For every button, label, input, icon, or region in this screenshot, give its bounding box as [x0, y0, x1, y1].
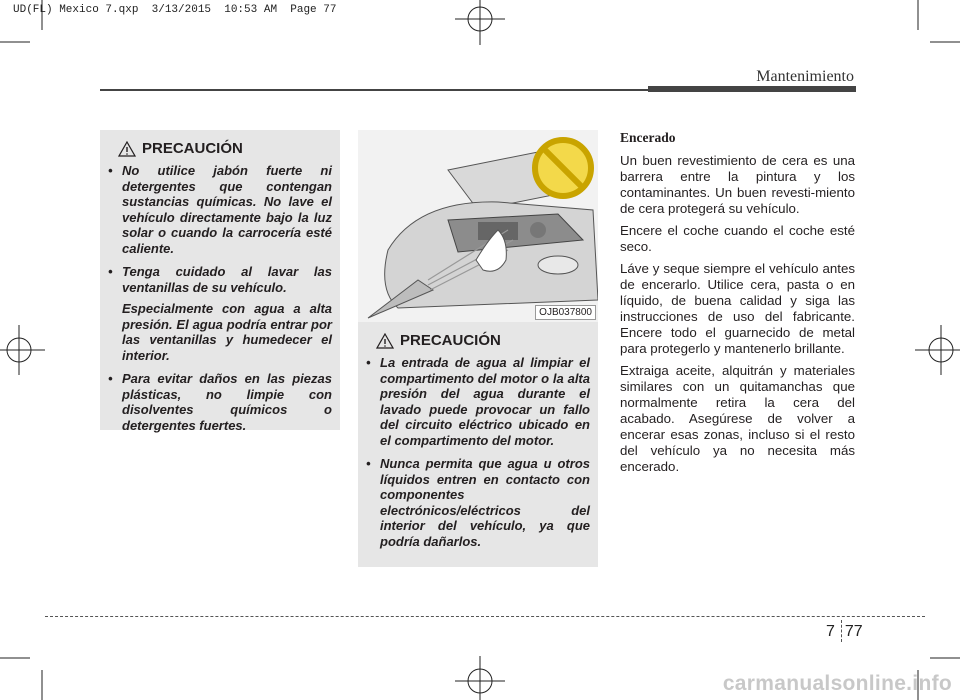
- list-item: • Nunca permita que agua u otros líquidos entren en contacto con componentes electrónicos/eléctricos del interior del vehículo, ya que podría dañarlos.: [366, 456, 590, 549]
- body-paragraph: Un buen revestimiento de cera es una barrera entre la pintura y los contaminantes. Un buen revesti-miento de cera protegerá su vehículo.: [620, 153, 855, 216]
- section-title: Mantenimiento: [756, 68, 854, 85]
- body-column: [620, 130, 855, 481]
- caution-panel-left: [100, 130, 340, 433]
- caution-list-right: [366, 355, 590, 549]
- page-number-value: 77: [844, 623, 863, 640]
- watermark: carmanualsonline.info: [722, 672, 952, 695]
- caution-title: PRECAUCIÓN: [400, 332, 501, 349]
- list-item-extra: Especialmente con agua a alta presión. El agua podría entrar por las ventanillas y humedecer el interior.: [122, 301, 332, 363]
- list-item: • Para evitar daños en las piezas plásticas, no limpie con disolventes químicos o detergentes fuertes.: [108, 371, 332, 433]
- body-paragraph: Extraiga aceite, alquitrán y materiales similares con un quitamanchas que normalmente retira la cera del acabado. Asegúrese de volver a encerar esas zonas, incluso si el resto del vehículo ya no necesita más encerado.: [620, 363, 855, 474]
- chapter-number: 7: [826, 623, 835, 640]
- list-item: • No utilice jabón fuerte ni detergentes que contengan sustancias químicas. No lave el vehículo directamente bajo la luz solar o cuando la carrocería esté caliente.: [108, 163, 332, 256]
- caution-panel-right: [358, 322, 598, 567]
- car-washing-illustration: [358, 130, 598, 322]
- list-item: • La entrada de agua al limpiar el compartimento del motor o la alta presión del agua durante el lavado puede provocar un fallo del circuito eléctrico ubicado en el compartimento del motor.: [366, 355, 590, 448]
- header-rule-accent: [648, 86, 856, 92]
- warning-icon: [118, 141, 136, 157]
- caution-title: PRECAUCIÓN: [142, 140, 243, 157]
- page-number: [826, 623, 863, 641]
- body-paragraph: Encere el coche cuando el coche esté seco.: [620, 223, 855, 254]
- section-heading: Encerado: [620, 130, 676, 145]
- car-engine-hose-image: [358, 130, 598, 322]
- figure-label: OJB037800: [535, 305, 596, 320]
- caution-list-left: [108, 163, 332, 433]
- warning-icon: [376, 333, 394, 349]
- footer-rule: [45, 616, 925, 617]
- print-header: UD(FL) Mexico 7.qxp 3/13/2015 10:53 AM Page 77: [13, 4, 337, 16]
- body-paragraph: Láve y seque siempre el vehículo antes de encerarlo. Utilice cera, pasta o en líquido, de buena calidad y siga las instrucciones de uso del fabricante. Encere todo el guarnecido de metal para protegerlo y mantenerlo brillante.: [620, 261, 855, 356]
- list-item: • Tenga cuidado al lavar las ventanillas de su vehículo.: [108, 264, 332, 295]
